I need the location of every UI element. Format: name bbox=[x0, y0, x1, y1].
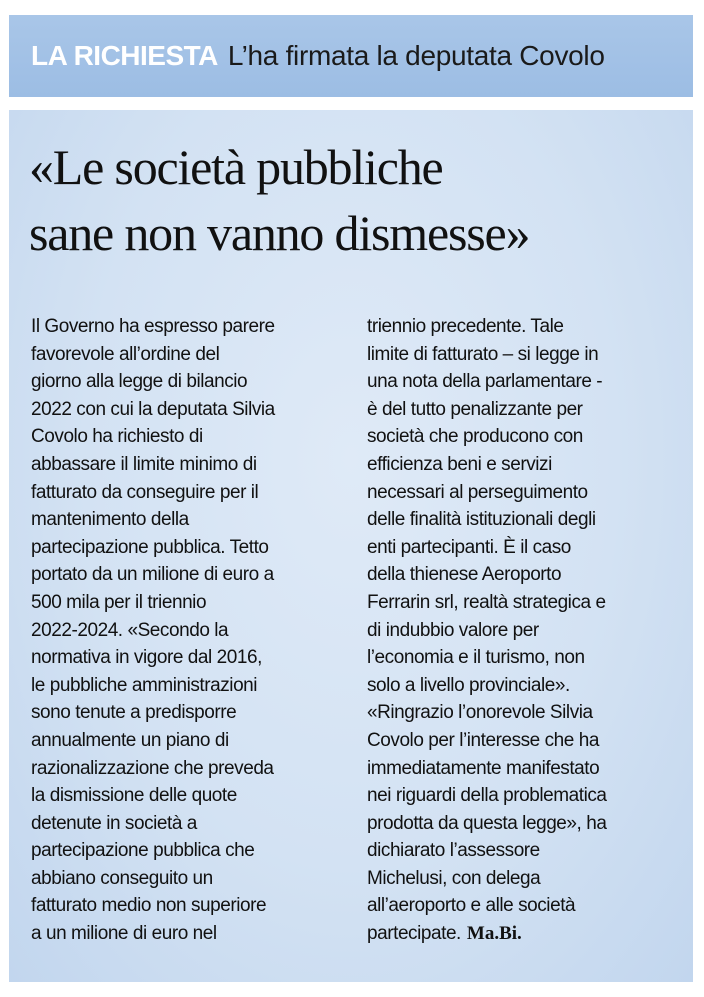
article-headline: «Le società pubbliche sane non vanno dismesse» bbox=[29, 139, 530, 261]
section-subhead: L’ha firmata la deputata Covolo bbox=[227, 40, 605, 71]
section-header bbox=[9, 15, 693, 97]
article-column-2 bbox=[367, 313, 689, 948]
article-box bbox=[9, 110, 693, 982]
section-kicker: LA RICHIESTA bbox=[31, 40, 218, 71]
author-signature: Ma.Bi. bbox=[466, 923, 522, 945]
article-column-2-text: triennio precedente. Tale limite di fatturato – si legge in una nota della parlamentare - è del tutto penalizzante per società che producono con efficienza beni e servizi necessari al perseguimento delle finalità istituzionali degli enti partecipanti. È il caso della thienese Aeroporto Ferrarin srl, realtà strategica e di indubbio valore per l’economia e il turismo, non solo a livello provinciale». «Ringrazio l’onorevole Silvia Covolo per l’interesse che ha immediatamente manifestato nei riguardi della problematica prodotta da questa legge», ha dichiarato l’assessore Michelusi, con delega all’aeroporto e alle società partecipate. bbox=[367, 316, 607, 945]
article-column-1: Il Governo ha espresso parere favorevole all’ordine del giorno alla legge di bilancio 2022 con cui la deputata Silvia Covolo ha richiesto di abbassare il limite minimo di fatturato da conseguire per il mantenimento della partecipazione pubblica. Tetto portato da un milione di euro a 500 mila per il triennio 2022-2024. «Secondo la normativa in vigore dal 2016, le pubbliche amministrazioni sono tenute a predisporre annualmente un piano di razionalizzazione che preveda la dismissione delle quote detenute in società a partecipazione pubblica che abbiano conseguito un fatturato medio non superiore a un milione di euro nel bbox=[31, 316, 275, 945]
